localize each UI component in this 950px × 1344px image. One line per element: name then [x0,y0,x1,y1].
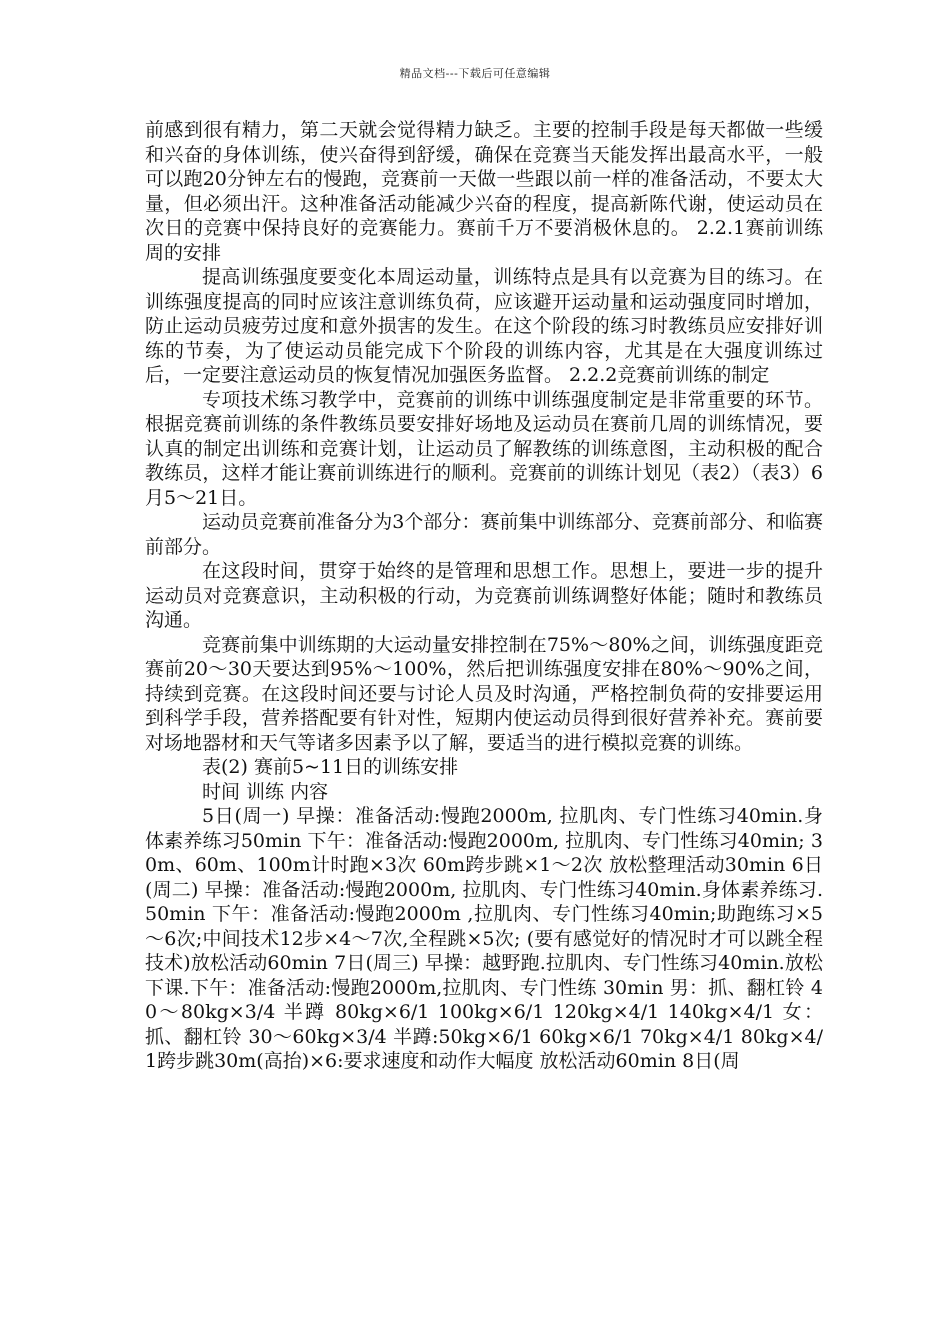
paragraph-6: 竞赛前集中训练期的大运动量安排控制在75%～80%之间，训练强度距竞赛前20～30天要达到95%～100%，然后把训练强度安排在80%～90%之间，持续到竞赛。在这段时间还要与讨论人员及时沟通，严格控制负荷的安排要运用到科学手段，营养搭配要有针对性，短期内使运动员得到很好营养补充。赛前要对场地器材和天气等诸多因素予以了解，要适当的进行模拟竞赛的训练。 [145,633,823,754]
page-header: 精品文档---下载后可任意编辑 [399,67,551,80]
document-body [145,118,823,1074]
paragraph-1: 前感到很有精力，第二天就会觉得精力缺乏。主要的控制手段是每天都做一些缓和兴奋的身体训练，使兴奋得到舒缓，确保在竞赛当天能发挥出最高水平，一般可以跑20分钟左右的慢跑，竞赛前一天做一些跟以前一样的准备活动，不要太大量，但必须出汗。这种准备活动能减少兴奋的程度，提高新陈代谢，使运动员在次日的竞赛中保持良好的竞赛能力。赛前千万不要消极休息的。 2.2.1赛前训练周的安排 [145,119,823,264]
paragraph-4: 运动员竞赛前准备分为3个部分：赛前集中训练部分、竞赛前部分、和临赛前部分。 [145,511,823,558]
table-caption: 表(2) 赛前5~11日的训练安排 [202,756,459,778]
paragraph-3: 专项技术练习教学中，竞赛前的训练中训练强度制定是非常重要的环节。 根据竞赛前训练的条件教练员要安排好场地及运动员在赛前几周的训练情况，要认真的制定出训练和竞赛计划，让运动员了解教练的训练意图，主动积极的配合教练员，这样才能让赛前训练进行的顺利。竞赛前的训练计划见（表2）（表3）6月5～21日。 [145,388,823,509]
training-schedule-text: 5日(周一) 早操：准备活动:慢跑2000m, 拉肌肉、专门性练习40min.身体素养练习50min 下午：准备活动:慢跑2000m, 拉肌肉、专门性练习40min; 30m、60m、100m计时跑×3次 60m跨步跳×1～2次 放松整理活动30min 6日(周二) 早操：准备活动:慢跑2000m, 拉肌肉、专门性练习40min.身体素养练习.50min 下午：准备活动:慢跑2000m ,拉肌肉、专门性练习40min;助跑练习×5～6次;中间技术12步×4～7次,全程跳×5次; (要有感觉好的情况时才可以跳全程技术)放松活动60min 7日(周三) 早操：越野跑.拉肌肉、专门性练习40min.放松下课.下午：准备活动:慢跑2000m,拉肌肉、专门性练 30min 男：抓、翻杠铃 40～80kg×3/4 半蹲 80kg×6/1 100kg×6/1 120kg×4/1 140kg×4/1 女：抓、翻杠铃 30～60kg×3/4 半蹲:50kg×6/1 60kg×6/1 70kg×4/1 80kg×4/1跨步跳30m(高抬)×6:要求速度和动作大幅度 放松活动60min 8日(周 [145,805,823,1072]
table-header-line: 时间 训练 内容 [202,780,329,803]
paragraph-2: 提高训练强度要变化本周运动量，训练特点是具有以竞赛为目的练习。在训练强度提高的同时应该注意训练负荷，应该避开运动量和运动强度同时增加，防止运动员疲劳过度和意外损害的发生。在这个阶段的练习时教练员应安排好训练的节奏，为了使运动员能完成下个阶段的训练内容，尤其是在大强度训练过后，一定要注意运动员的恢复情况加强医务监督。 2.2.2竞赛前训练的制定 [145,266,823,386]
paragraph-5: 在这段时间，贯穿于始终的是管理和思想工作。思想上，要进一步的提升运动员对竞赛意识，主动积极的行动，为竞赛前训练调整好体能；随时和教练员沟通。 [145,560,823,631]
